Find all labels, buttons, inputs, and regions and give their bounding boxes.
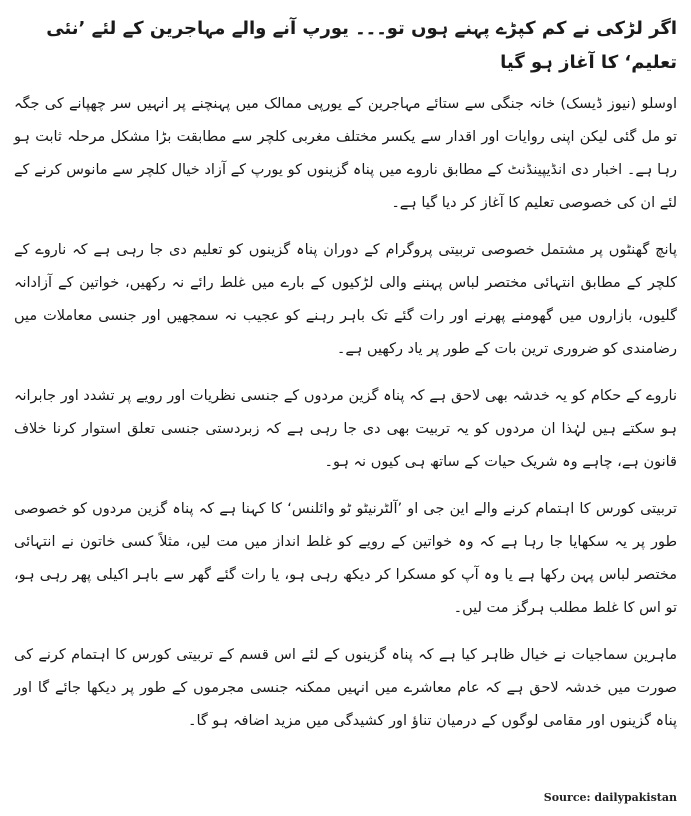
article-headline: اگر لڑکی نے کم کپڑے پہنے ہوں تو۔۔۔ یورپ آنے والے مہاجرین کے لئے ’نئی تعلیم‘ کا آغاز ہو گیا (46, 18, 677, 73)
source-credit: Source: dailypakistan (543, 791, 677, 804)
article-paragraph-3: ناروے کے حکام کو یہ خدشہ بھی لاحق ہے کہ پناہ گزین مردوں کے جنسی نظریات اور رویے پر تشدد اور جابرانہ ہو سکتے ہیں لہٰذا ان مردوں کو یہ تربیت بھی دی جا رہی ہے کہ زبردستی جنسی تعلق استوار کرنا خلاف قانون ہے، چاہے وہ شریک حیات کے ساتھ ہی کیوں نہ ہو۔ (14, 388, 677, 470)
article-paragraph-1: اوسلو (نیوز ڈیسک) خانہ جنگی سے ستائے مہاجرین کے یورپی ممالک میں پہنچنے پر انہیں سر چھپانے کی جگہ تو مل گئی لیکن اپنی روایات اور اقدار سے یکسر مختلف مغربی کلچر سے مطابقت بڑا مشکل مرحلہ ثابت ہو رہا ہے۔ اخبار دی انڈیپینڈنٹ کے مطابق ناروے میں پناہ گزینوں کو یورپ کے آزاد خیال کلچر سے مانوس کرنے کے لئے ان کی خصوصی تعلیم کا آغاز کر دیا گیا ہے۔ (14, 96, 677, 211)
article-paragraph-5: ماہرین سماجیات نے خیال ظاہر کیا ہے کہ پناہ گزینوں کے لئے اس قسم کے تربیتی کورس کا اہتمام کرنے کی صورت میں خدشہ لاحق ہے کہ عام معاشرے میں انہیں ممکنہ جنسی مجرموں کے طور پر دیکھا جائے گا اور پناہ گزینوں اور مقامی لوگوں کے درمیان تناؤ اور کشیدگی میں مزید اضافہ ہو گا۔ (14, 647, 677, 729)
article (14, 12, 677, 804)
article-paragraph-4: تربیتی کورس کا اہتمام کرنے والے این جی او ’آلٹرنیٹو ٹو وائلنس‘ کا کہنا ہے کہ پناہ گزین مردوں کو خصوصی طور پر یہ سکھایا جا رہا ہے کہ وہ خواتین کے رویے کو غلط انداز میں مت لیں، مثلاً کسی خاتون نے انتہائی مختصر لباس پہن رکھا ہے یا وہ آپ کو مسکرا کر دیکھ رہی ہو، یا رات گئے گھر سے باہر اکیلی پھر رہی ہو، تو اس کا غلط مطلب ہرگز مت لیں۔ (14, 501, 677, 616)
article-paragraph-2: پانچ گھنٹوں پر مشتمل خصوصی تربیتی پروگرام کے دوران پناہ گزینوں کو تعلیم دی جا رہی ہے کہ ناروے کے کلچر کے مطابق انتہائی مختصر لباس پہننے والی لڑکیوں کے بارے میں غلط رائے نہ رکھیں، خواتین کے آزادانہ گلیوں، بازاروں میں گھومنے پھرنے اور رات گئے تک باہر رہنے کو عجیب نہ سمجھیں اور جنسی معاملات میں رضامندی کو ضروری ترین بات کے طور پر یاد رکھیں ہے۔ (14, 242, 677, 357)
